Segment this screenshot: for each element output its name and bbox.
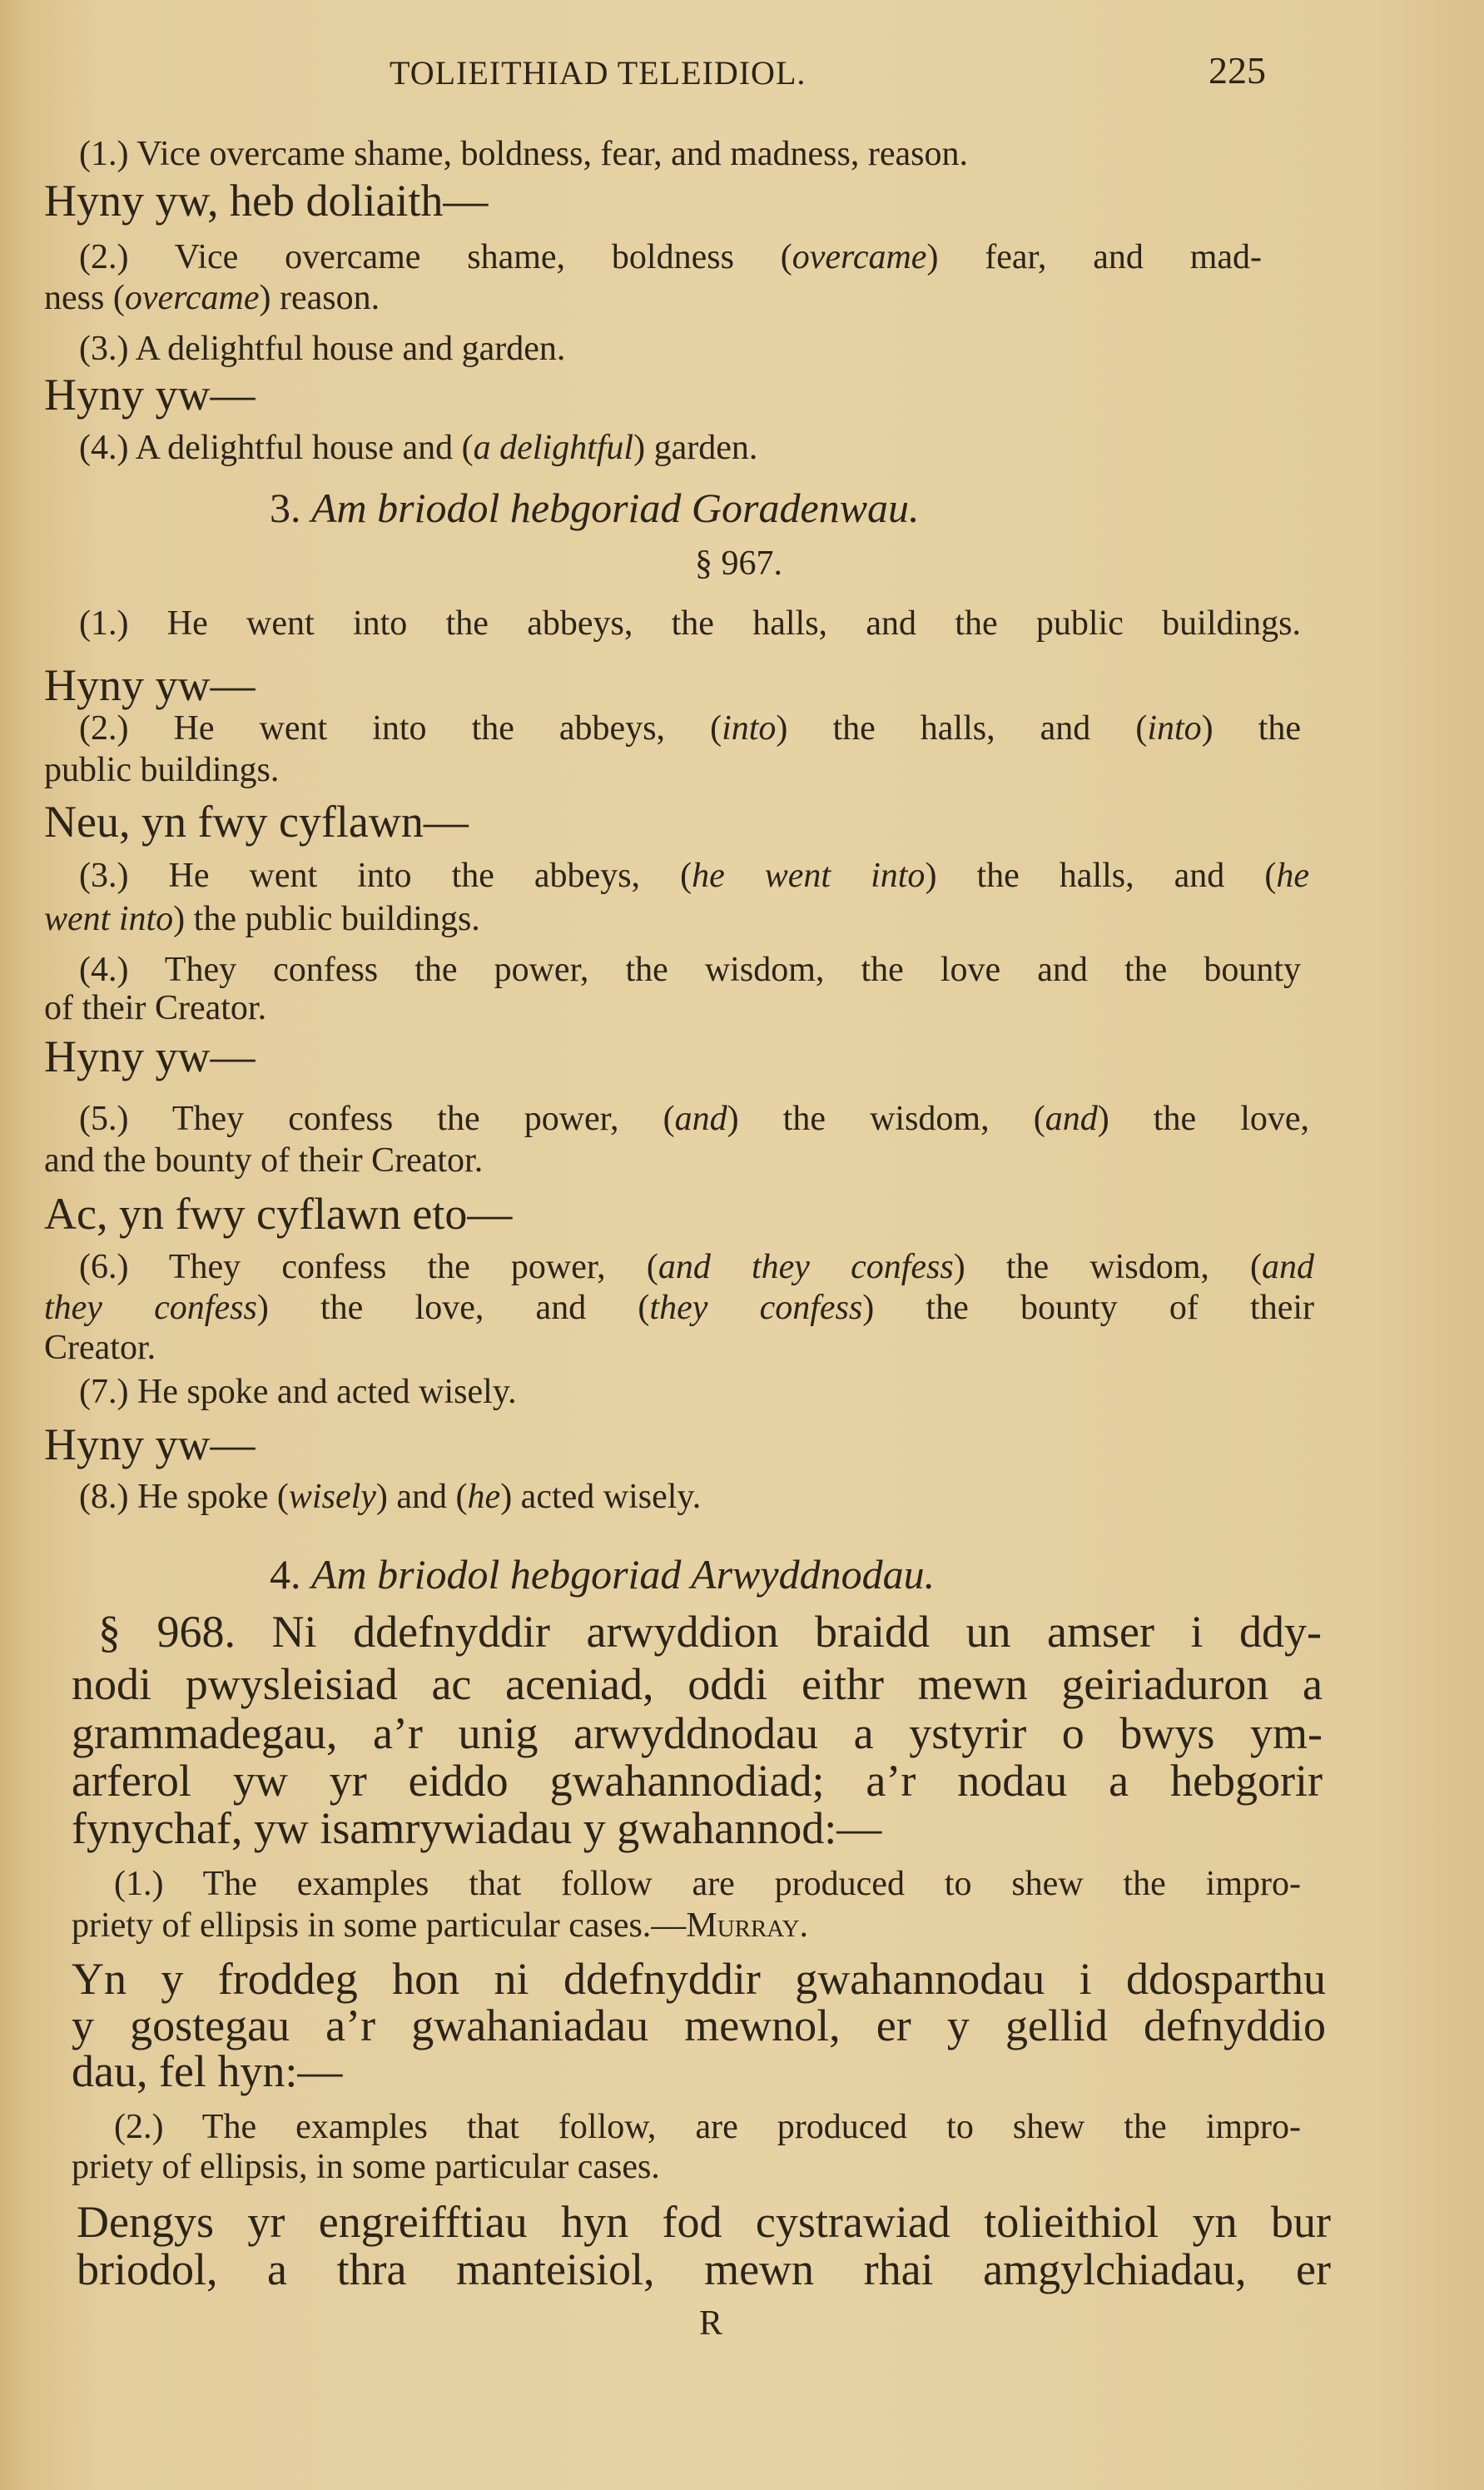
text-segment: Yn y froddeg hon ni ddefnyddir gwahannodau i ddosparthu [72, 1954, 1326, 2004]
italic-text: and [1262, 1248, 1314, 1286]
text-segment: ) fear, and mad- [926, 238, 1262, 276]
text-line [79, 240, 1262, 275]
text-line [44, 753, 279, 788]
text-segment: ) reason. [259, 279, 380, 317]
italic-text: they confess [649, 1289, 863, 1327]
text-line [44, 1419, 256, 1469]
text-line [44, 902, 480, 937]
page-number: 225 [1209, 49, 1266, 92]
text-segment: ) the bounty of their [862, 1289, 1314, 1327]
section-heading [270, 487, 920, 529]
text-segment: (1.) The examples that follow are produced to shew the impro- [114, 1865, 1301, 1903]
text-line [44, 660, 256, 710]
signature-mark: R [699, 2304, 723, 2343]
text-line [695, 546, 782, 581]
italic-text: and [674, 1100, 727, 1138]
text-line [79, 1479, 701, 1514]
italic-text: went into [44, 900, 174, 938]
text-segment: Murray. [686, 1906, 809, 1945]
text-segment: ) the wisdom, ( [953, 1248, 1262, 1286]
text-segment: dau, fel hyn:— [72, 2046, 343, 2096]
text-segment: 3. [270, 485, 311, 531]
text-segment: Ac, yn fwy cyflawn eto— [44, 1189, 513, 1239]
text-line [77, 2244, 1331, 2294]
text-segment: ) the halls, and ( [925, 857, 1277, 895]
text-line [44, 281, 380, 316]
text-segment: ) the wisdom, ( [727, 1100, 1045, 1138]
text-segment: grammadegau, a’r unig arwyddnodau a ystyrir o bwys ym- [72, 1708, 1323, 1758]
text-segment: § 967. [695, 544, 782, 583]
text-line [79, 430, 757, 465]
text-segment: ) the halls, and ( [776, 709, 1148, 748]
text-line [79, 858, 1309, 893]
italic-text: he [1276, 857, 1309, 895]
text-line [72, 1708, 1323, 1758]
text-line [79, 137, 968, 171]
text-line [79, 711, 1301, 746]
text-line [44, 176, 489, 226]
text-line [44, 991, 266, 1026]
text-line [77, 2197, 1331, 2247]
text-segment: (6.) They confess the power, ( [79, 1248, 658, 1286]
text-segment: (4.) They confess the power, the wisdom, the love and the bounty [79, 951, 1301, 989]
text-segment: (1.) Vice overcame shame, boldness, fear, and madness, reason. [79, 135, 968, 173]
italic-text: and they confess [658, 1248, 954, 1286]
italic-text: wisely [288, 1478, 376, 1516]
text-line [72, 1756, 1323, 1806]
italic-text: they confess [44, 1289, 257, 1327]
text-segment: ) garden. [633, 429, 758, 467]
text-segment: (2.) The examples that follow, are produced to shew the impro- [114, 2108, 1301, 2146]
text-line [72, 1954, 1326, 2004]
text-segment: ness ( [44, 279, 125, 317]
text-segment: ) acted wisely. [500, 1478, 702, 1516]
text-line [44, 1031, 256, 1081]
text-line [79, 606, 1301, 641]
italic-text: and [1045, 1100, 1098, 1138]
text-segment: ) the [1201, 709, 1302, 748]
text-segment: § 968. Ni ddefnyddir arwyddion braidd un amser i ddy- [98, 1607, 1322, 1657]
italic-text: he went into [692, 857, 926, 895]
text-segment: (4.) A delightful house and ( [79, 429, 474, 467]
text-segment: ) the love, [1097, 1100, 1310, 1138]
text-segment: fynychaf, yw isamrywiadau y gwahannod:— [72, 1803, 882, 1853]
text-line [72, 2046, 343, 2096]
text-segment: of their Creator. [44, 989, 267, 1027]
text-segment: Hyny yw— [44, 1031, 256, 1081]
text-segment: Neu, yn fwy cyflawn— [44, 797, 469, 847]
text-segment: (5.) They confess the power, ( [79, 1100, 675, 1138]
text-line [79, 952, 1301, 987]
text-segment: (3.) A delightful house and garden. [79, 330, 566, 368]
text-segment: Creator. [44, 1329, 156, 1367]
text-line [98, 1607, 1322, 1657]
text-line [44, 1189, 513, 1239]
text-segment: arferol yw yr eiddo gwahannodiad; a’r nodau a hebgorir [72, 1756, 1323, 1806]
text-line [72, 1659, 1323, 1709]
text-line [72, 1908, 808, 1943]
text-segment: Dengys yr engreifftiau hyn fod cystrawiad tolieithiol yn bur [77, 2197, 1331, 2247]
text-segment: ) and ( [375, 1478, 468, 1516]
text-line [44, 797, 469, 847]
text-segment: public buildings. [44, 751, 280, 789]
text-line [79, 1374, 517, 1409]
text-line [44, 1330, 156, 1365]
text-line [79, 331, 565, 366]
italic-text: into [1147, 709, 1202, 748]
text-segment: Hyny yw— [44, 1419, 256, 1469]
text-line [44, 1143, 483, 1178]
text-segment: y gostegau a’r gwahaniadau mewnol, er y gellid defnyddio [72, 2000, 1326, 2050]
text-line [44, 370, 256, 420]
italic-text: overcame [124, 279, 260, 317]
text-segment: briodol, a thra manteisiol, mewn rhai amgylchiadau, er [77, 2244, 1331, 2294]
italic-text: Am briodol hebgoriad Arwyddnodau. [311, 1551, 936, 1598]
text-segment: Hyny yw— [44, 370, 256, 420]
text-segment: (2.) Vice overcame shame, boldness ( [79, 238, 792, 276]
text-line [114, 1866, 1301, 1901]
text-segment: 4. [270, 1551, 311, 1598]
text-segment: Hyny yw— [44, 660, 256, 710]
text-segment: (8.) He spoke ( [79, 1478, 289, 1516]
text-line [79, 1101, 1309, 1136]
text-line [72, 2150, 660, 2184]
italic-text: into [722, 709, 777, 748]
text-segment: (3.) He went into the abbeys, ( [79, 857, 692, 895]
text-segment: ) the public buildings. [173, 900, 480, 938]
text-segment: (1.) He went into the abbeys, the halls, and the public buildings. [79, 604, 1301, 643]
italic-text: Am briodol hebgoriad Goradenwau. [311, 485, 920, 531]
text-segment: ) the love, and ( [256, 1289, 650, 1327]
running-header: TOLIEITHIAD TELEIDIOL. [390, 54, 807, 92]
text-segment: (2.) He went into the abbeys, ( [79, 709, 722, 748]
italic-text: a delightful [473, 429, 634, 467]
text-line [72, 1803, 882, 1853]
text-segment: Hyny yw, heb doliaith— [44, 176, 489, 226]
text-line [114, 2110, 1301, 2145]
italic-text: he [467, 1478, 501, 1516]
section-heading [270, 1551, 936, 1598]
text-segment: priety of ellipsis in some particular cases.— [72, 1906, 687, 1945]
italic-text: overcame [792, 238, 927, 276]
text-segment: priety of ellipsis, in some particular cases. [72, 2148, 660, 2186]
text-segment: nodi pwysleisiad ac aceniad, oddi eithr mewn geiriaduron a [72, 1659, 1323, 1709]
text-line [44, 1290, 1314, 1325]
text-line [79, 1250, 1314, 1285]
text-segment: (7.) He spoke and acted wisely. [79, 1373, 517, 1411]
text-line [72, 2000, 1326, 2050]
text-segment: and the bounty of their Creator. [44, 1141, 484, 1180]
